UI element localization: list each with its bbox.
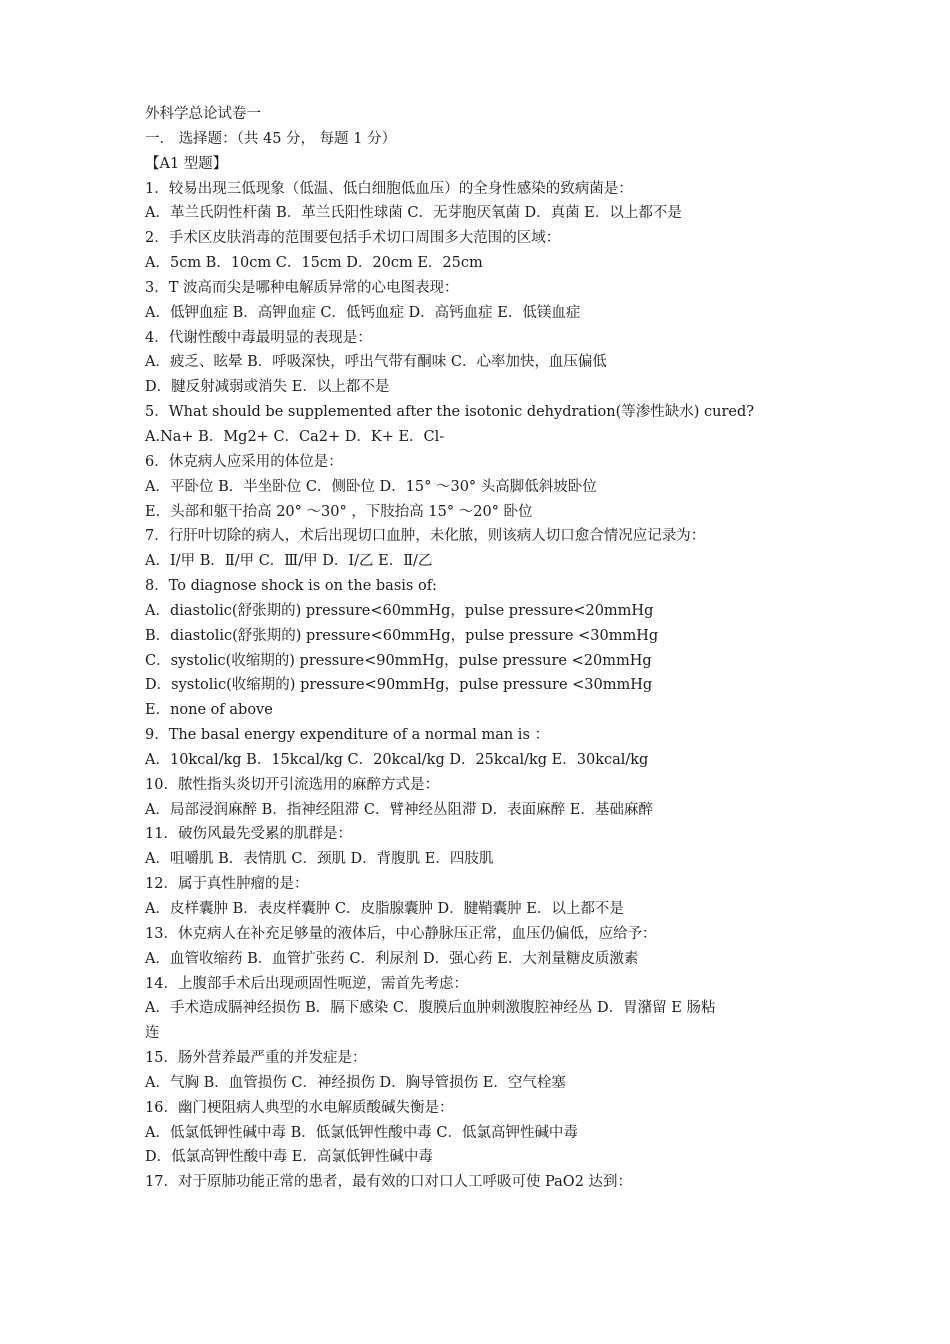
question-line: 10．脓性指头炎切开引流选用的麻醉方式是： bbox=[145, 776, 439, 793]
question-line: 1．较易出现三低现象（低温、低白细胞低血压）的全身性感染的致病菌是： bbox=[145, 180, 633, 197]
options-line: A．局部浸润麻醉 B．指神经阻滞 C．臂神经丛阻滞 D．表面麻醉 E．基础麻醉 bbox=[145, 801, 653, 818]
options-line: A．革兰氏阴性杆菌 B．革兰氏阳性球菌 C．无芽胞厌氧菌 D．真菌 E．以上都不是 bbox=[145, 205, 682, 222]
question-line: 14．上腹部手术后出现顽固性呃逆，需首先考虑： bbox=[145, 975, 468, 992]
question-type-heading: 【A1 型题】 bbox=[145, 155, 228, 172]
question-line: 9．The basal energy expenditure of a normal man is ： bbox=[145, 727, 549, 744]
options-line: E．头部和躯干抬高 20° ～30° ，下肢抬高 15° ～20° 卧位 bbox=[145, 503, 533, 520]
section-heading: 一． 选择题：（共 45 分， 每题 1 分） bbox=[145, 130, 397, 147]
options-line: C．systolic(收缩期的) pressure<90mmHg，pulse pressure <20mmHg bbox=[145, 652, 652, 669]
question-line: 5．What should be supplemented after the isotonic dehydration(等渗性缺水) cured? bbox=[145, 404, 755, 421]
options-line: A．Ⅰ/甲 B．Ⅱ/甲 C．Ⅲ/甲 D．Ⅰ/乙 E．Ⅱ/乙 bbox=[145, 553, 433, 570]
options-line: A．低氯低钾性碱中毒 B．低氯低钾性酸中毒 C．低氯高钾性碱中毒 bbox=[145, 1124, 578, 1141]
options-line: B．diastolic(舒张期的) pressure<60mmHg，pulse pressure <30mmHg bbox=[145, 627, 659, 644]
options-line: A．手术造成膈神经损伤 B．膈下感染 C．腹膜后血肿刺激腹腔神经丛 D．胃潴留 E 肠粘 bbox=[145, 1000, 716, 1017]
options-line: A．咀嚼肌 B．表情肌 C．颈肌 D．背腹肌 E．四肢肌 bbox=[145, 851, 494, 868]
options-line: A．血管收缩药 B．血管扩张药 C．利尿剂 D．强心药 E．大剂量糖皮质激素 bbox=[145, 950, 639, 967]
question-line: 8．To diagnose shock is on the basis of: bbox=[145, 578, 437, 595]
options-line: D．低氯高钾性酸中毒 E．高氯低钾性碱中毒 bbox=[145, 1149, 433, 1166]
question-line: 16．幽门梗阻病人典型的水电解质酸碱失衡是： bbox=[145, 1099, 454, 1116]
exam-paper bbox=[145, 102, 815, 1195]
options-line: A．5cm B．10cm C．15cm D．20cm E．25cm bbox=[145, 255, 483, 272]
question-line: 4．代谢性酸中毒最明显的表现是： bbox=[145, 329, 372, 346]
paper-title: 外科学总论试卷一 bbox=[145, 106, 261, 122]
options-line: A．皮样囊肿 B．表皮样囊肿 C．皮脂腺囊肿 D．腱鞘囊肿 E．以上都不是 bbox=[145, 901, 624, 917]
options-line: A．平卧位 B．半坐卧位 C．侧卧位 D．15° ～30° 头高脚低斜坡卧位 bbox=[145, 478, 597, 495]
options-line: A.Na+ B．Mg2+ C．Ca2+ D．K+ E．Cl- bbox=[145, 428, 445, 445]
options-line: A．疲乏、眩晕 B．呼吸深快，呼出气带有酮味 C．心率加快，血压偏低 bbox=[145, 354, 607, 371]
options-line: A．低钾血症 B．高钾血症 C．低钙血症 D．高钙血症 E．低镁血症 bbox=[145, 304, 581, 321]
options-line-continued: 连 bbox=[145, 1025, 160, 1042]
options-line: A．10kcal/kg B．15kcal/kg C．20kcal/kg D．25kcal/kg E．30kcal/kg bbox=[145, 751, 649, 768]
question-line: 6．休克病人应采用的体位是： bbox=[145, 453, 343, 470]
question-line: 13．休克病人在补充足够量的液体后，中心静脉压正常，血压仍偏低，应给予： bbox=[145, 925, 657, 942]
options-line: A．气胸 B．血管损伤 C．神经损伤 D．胸导管损伤 E．空气栓塞 bbox=[145, 1074, 566, 1091]
options-line: A．diastolic(舒张期的) pressure<60mmHg，pulse pressure<20mmHg bbox=[145, 602, 654, 619]
options-line: D．腱反射减弱或消失 E．以上都不是 bbox=[145, 379, 390, 396]
question-line: 7．行肝叶切除的病人，术后出现切口血肿，未化脓，则该病人切口愈合情况应记录为： bbox=[145, 528, 706, 545]
question-line: 12．属于真性肿瘤的是： bbox=[145, 876, 309, 893]
options-line: E．none of above bbox=[145, 702, 273, 719]
options-line: D．systolic(收缩期的) pressure<90mmHg，pulse pressure <30mmHg bbox=[145, 677, 653, 694]
question-line: 15．肠外营养最严重的并发症是： bbox=[145, 1050, 367, 1067]
question-line: 2．手术区皮肤消毒的范围要包括手术切口周围多大范围的区域： bbox=[145, 230, 561, 247]
question-line: 17．对于原肺功能正常的患者，最有效的口对口人工呼吸可使 PaO2 达到： bbox=[145, 1174, 633, 1191]
question-line: 3．T 波高而尖是哪种电解质异常的心电图表现： bbox=[145, 279, 459, 296]
question-line: 11．破伤风最先受累的肌群是： bbox=[145, 826, 352, 843]
